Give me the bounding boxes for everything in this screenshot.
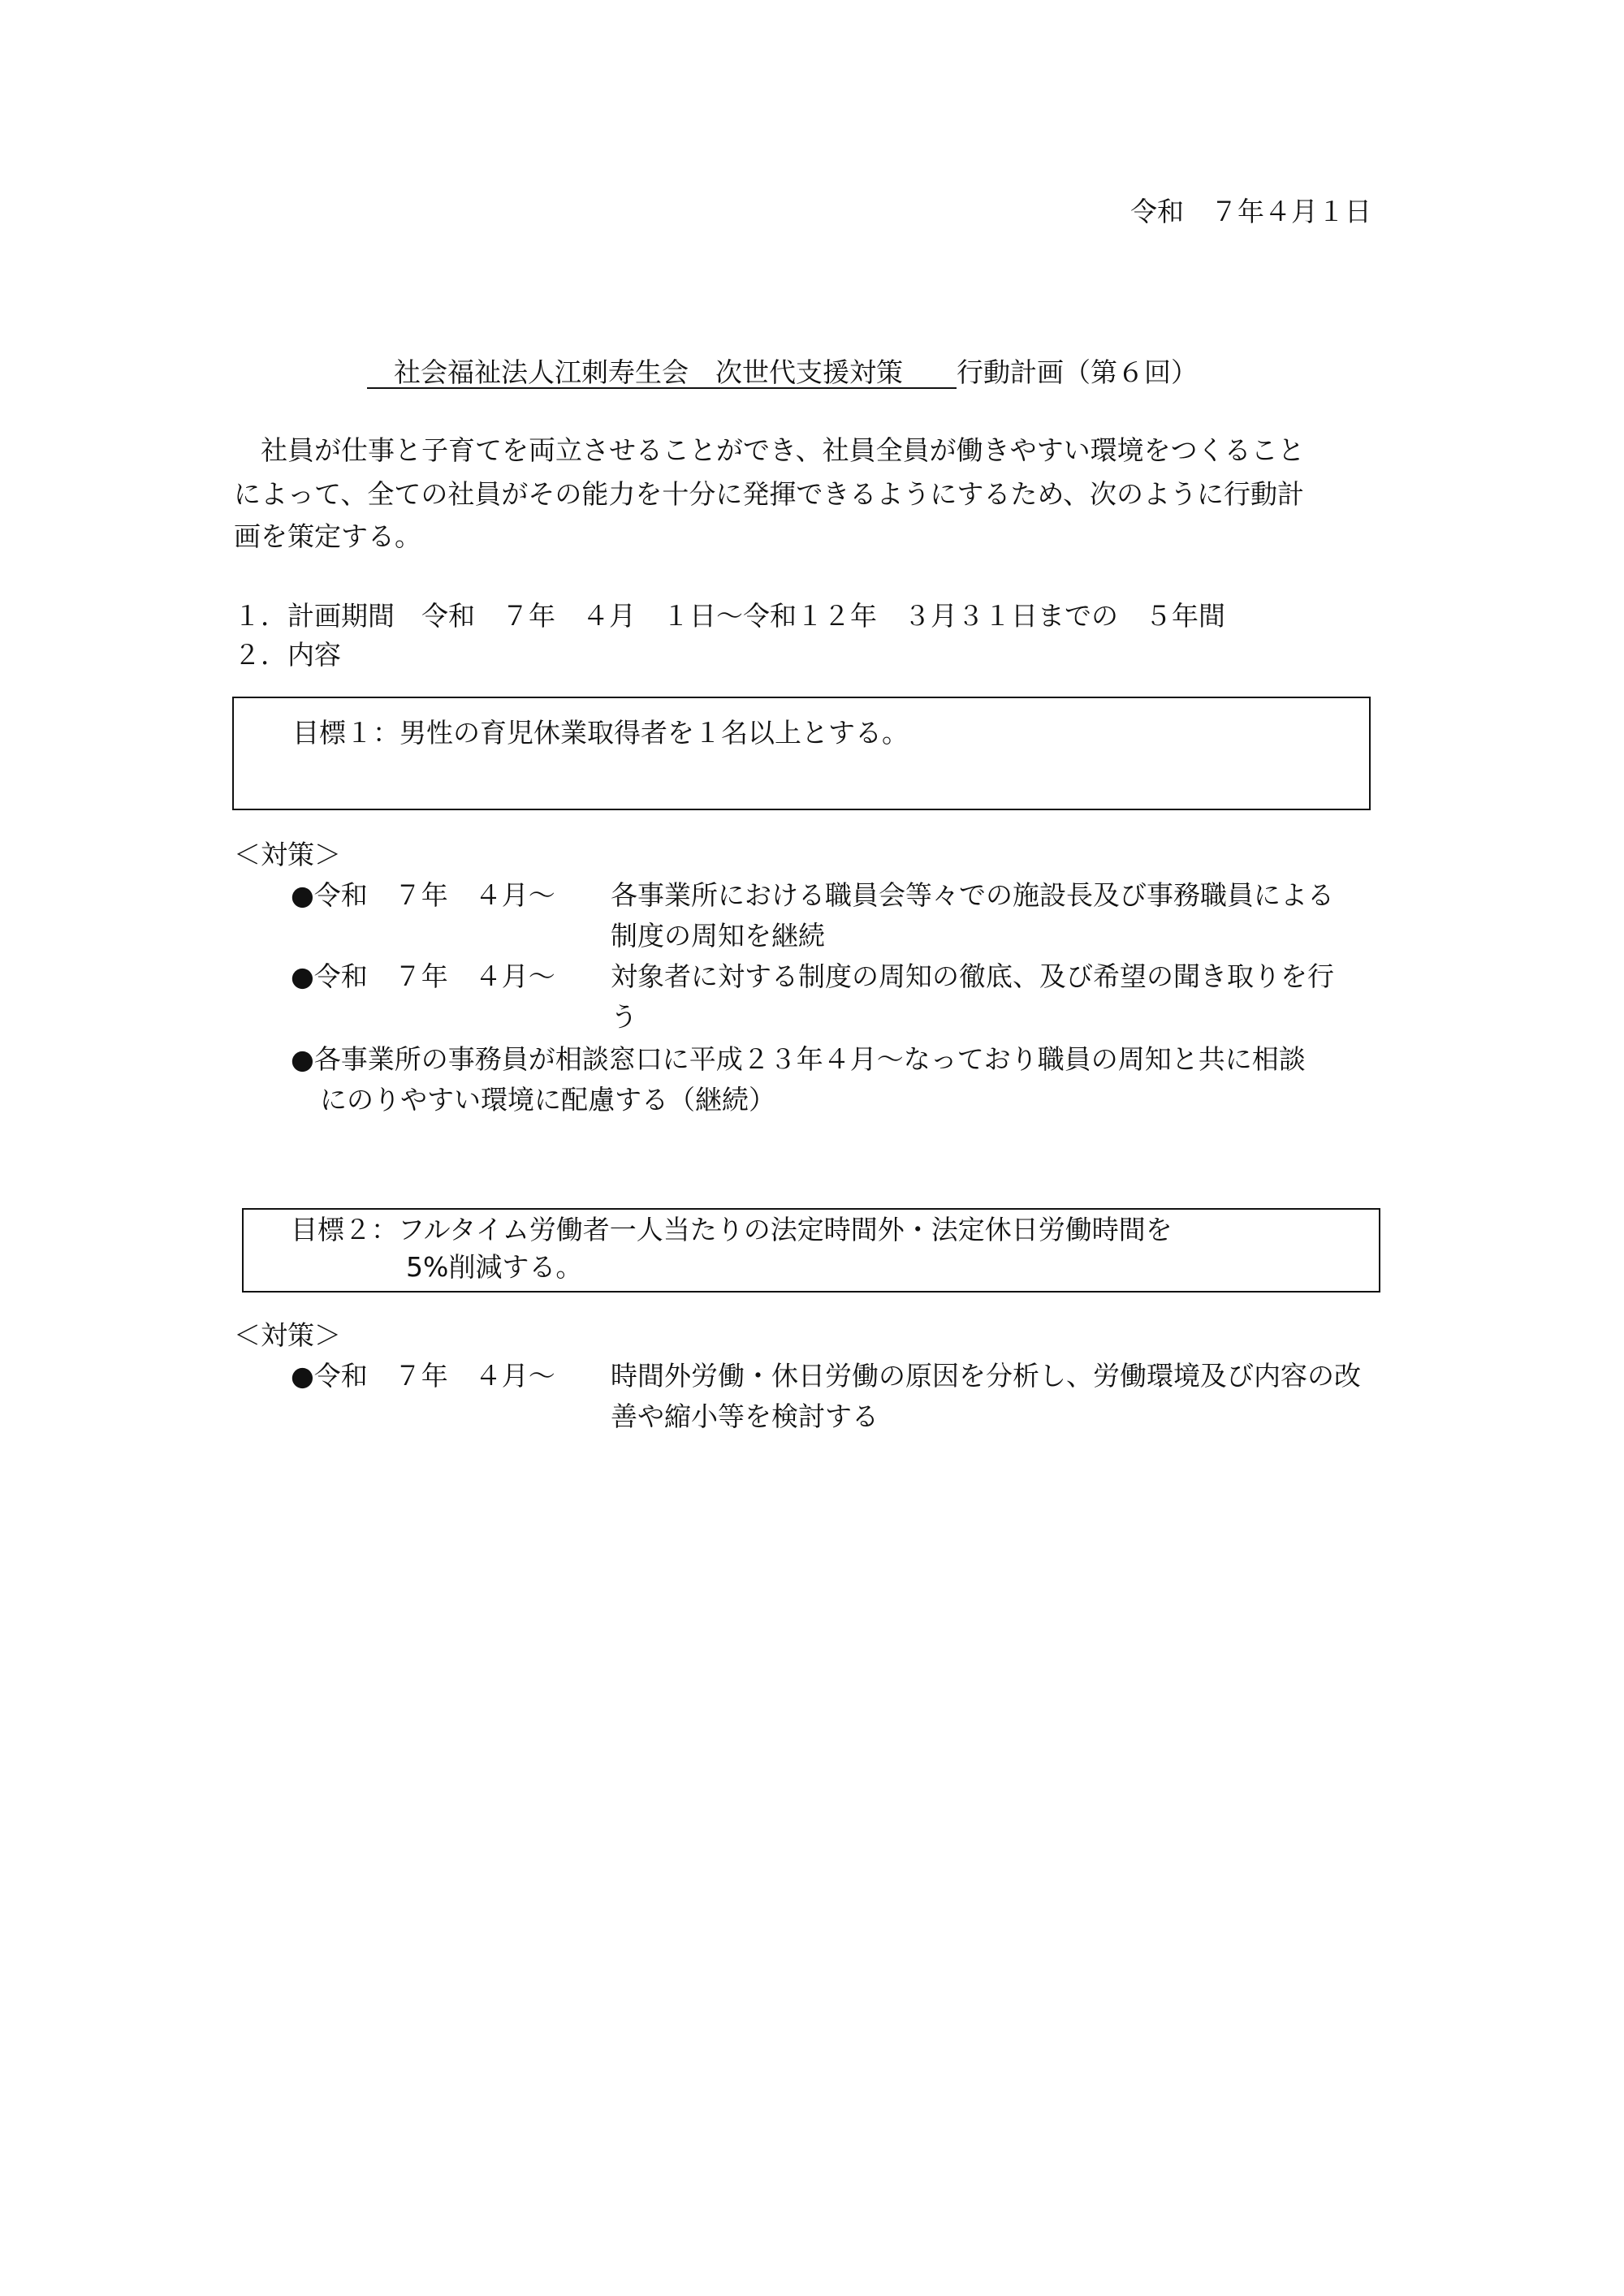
measure-1-item-2-date: ●令和 ７年 ４月～	[291, 960, 555, 992]
goal-1-text: 目標１：男性の育児休業取得者を１名以上とする。	[292, 717, 909, 749]
intro-line-2: によって、全ての社員がその能力を十分に発揮できるようにするため、次のように行動計	[234, 478, 1305, 510]
measure-2-item-1-line-1: 時間外労働・休日労働の原因を分析し、労働環境及び内容の改	[611, 1360, 1361, 1392]
measure-1-item-1-line-2: 制度の周知を継続	[611, 920, 825, 952]
measure-1-item-3-line-1: ●各事業所の事務員が相談窓口に平成２３年４月～なっており職員の周知と共に相談	[291, 1043, 1306, 1075]
title-organization: 社会福祉法人江刺寿生会 次世代支援対策	[394, 356, 903, 388]
measure-1-item-1-line-1: 各事業所における職員会等々での施設長及び事務職員による	[611, 879, 1334, 911]
document-title	[367, 356, 1198, 391]
title-pad-before	[367, 356, 394, 388]
document-date: 令和 ７年４月１日	[1130, 196, 1371, 227]
measure-1-item-3-line-2: にのりやすい環境に配慮する（継続）	[320, 1084, 775, 1116]
measure-1-item-1-date: ●令和 ７年 ４月～	[291, 879, 555, 911]
goal-1-box	[232, 697, 1371, 810]
measures-2-heading: ＜対策＞	[234, 1319, 341, 1351]
measure-2-item-1-line-2: 善や縮小等を検討する	[611, 1400, 879, 1432]
intro-line-3: 画を策定する。	[234, 520, 421, 552]
goal-2-line-1: 目標２：フルタイム労働者一人当たりの法定時間外・法定休日労働時間を	[291, 1214, 1173, 1245]
measure-1-item-2-line-1: 対象者に対する制度の周知の徹底、及び希望の聞き取りを行	[611, 960, 1334, 992]
measure-1-item-2-line-2: う	[611, 1001, 637, 1033]
title-pad-after	[903, 356, 957, 388]
section-plan-period: １．計画期間 令和 ７年 ４月 １日～令和１２年 ３月３１日までの ５年間	[234, 600, 1225, 632]
intro-line-1: 社員が仕事と子育てを両立させることができ、社員全員が働きやすい環境をつくること	[234, 434, 1305, 466]
measure-2-item-1-date: ●令和 ７年 ４月～	[291, 1360, 555, 1392]
measures-1-heading: ＜対策＞	[234, 839, 341, 870]
section-content: ２．内容	[234, 639, 341, 671]
goal-2-box	[242, 1208, 1380, 1293]
title-plan: 行動計画（第６回）	[957, 356, 1198, 388]
goal-2-line-2: 5%削減する。	[406, 1251, 583, 1283]
